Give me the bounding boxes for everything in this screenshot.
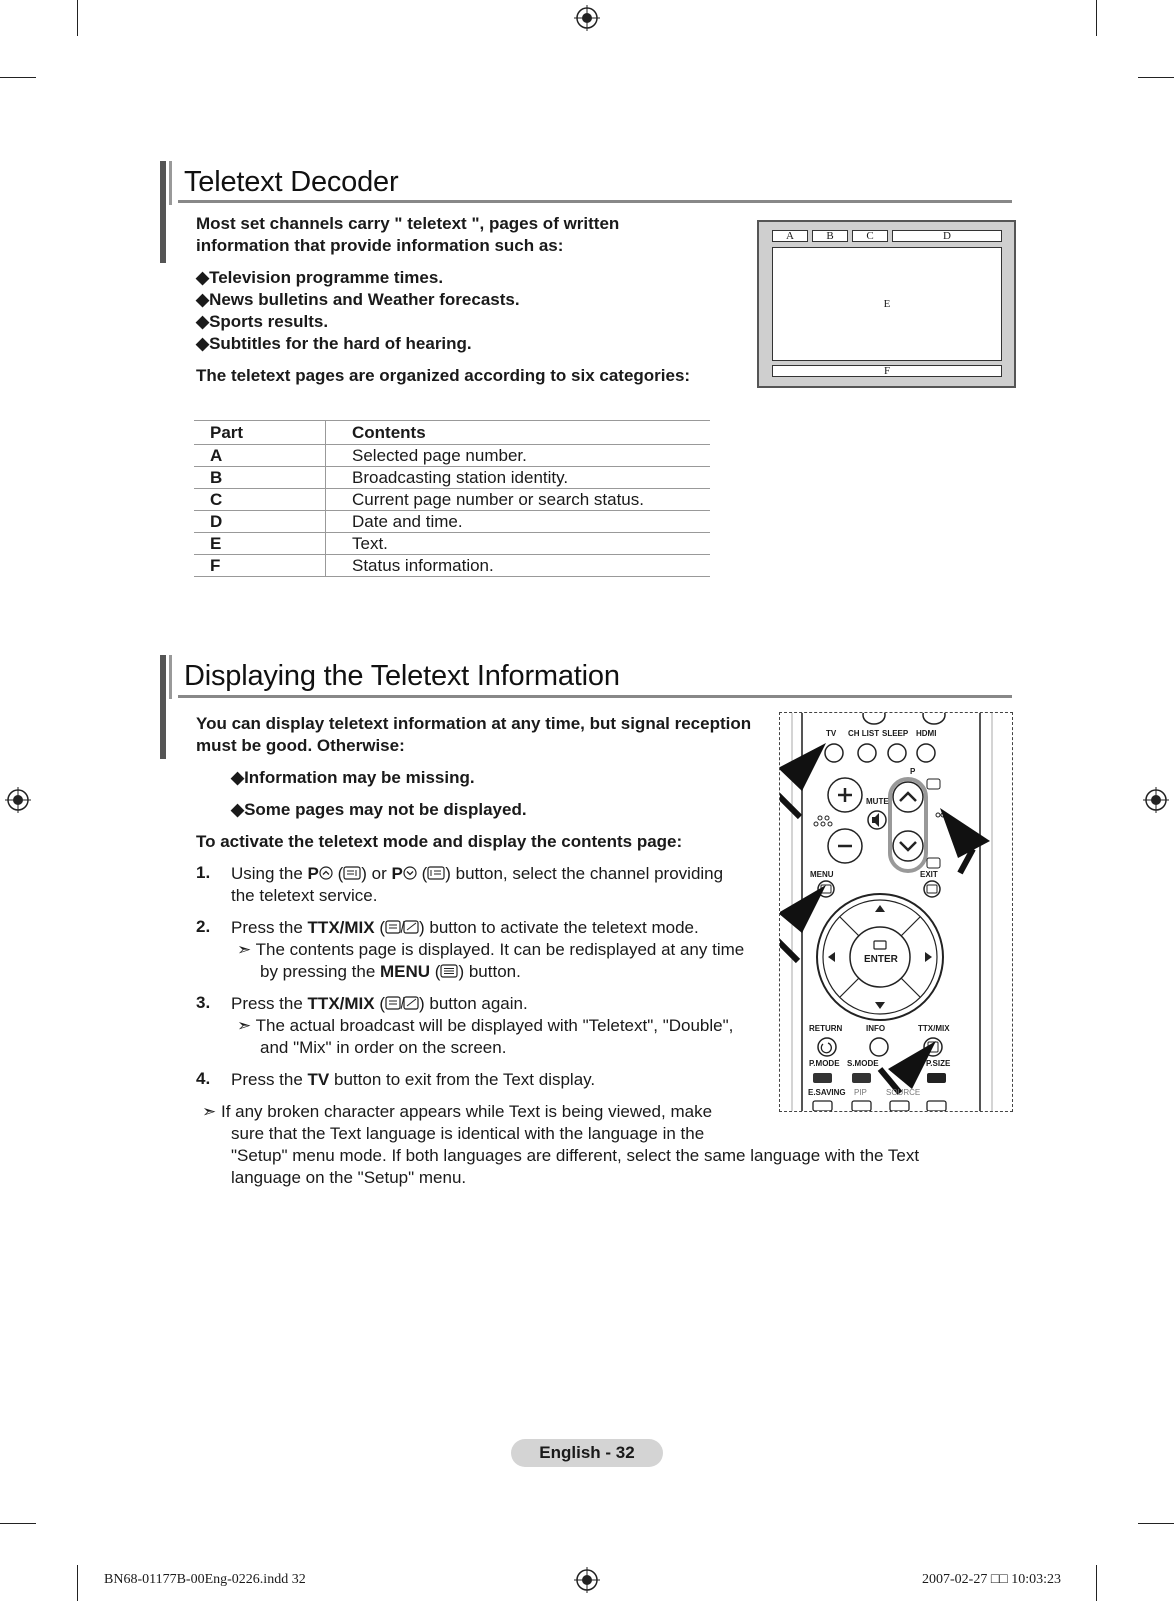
diagram-label-d: D [892, 230, 1002, 242]
diagram-label-f: F [772, 365, 1002, 377]
remote-label-tv: TV [826, 729, 837, 738]
table-cell-contents: Date and time. [326, 511, 711, 533]
section-rule [178, 200, 1012, 203]
step-note: ➣ The contents page is displayed. It can be redisplayed at any time [237, 940, 745, 959]
teletext-menu-icon [440, 964, 458, 978]
teletext-page-up-icon [343, 866, 361, 880]
categories-text: The teletext pages are organized according to six categories: [196, 366, 691, 385]
table-cell-contents: Text. [326, 533, 711, 555]
intro-text: must be good. Otherwise: [196, 736, 405, 755]
step-note: ➣ The actual broadcast will be displayed with "Teletext", "Double", [237, 1016, 734, 1035]
bullet-item: ◆Television programme times. [196, 268, 444, 287]
section-bar [160, 161, 166, 263]
step-text: Press the [231, 994, 308, 1013]
step-4-text [231, 1069, 595, 1091]
crop-mark [1096, 1565, 1097, 1601]
crop-mark [0, 77, 36, 78]
crop-mark [1096, 0, 1097, 36]
table-cell-contents: Broadcasting station identity. [326, 467, 711, 489]
section-bar [160, 655, 166, 759]
table-row [194, 555, 710, 577]
section-title-displaying-teletext: Displaying the Teletext Information [184, 660, 620, 692]
step-text: the teletext service. [231, 886, 378, 905]
table-cell-contents: Selected page number. [326, 445, 711, 467]
step-1-text [231, 863, 723, 885]
step-text: Press the [231, 918, 308, 937]
registration-mark-icon [574, 5, 600, 31]
ttx-mix-icon [385, 920, 419, 934]
ttx-mix-label: TTX/MIX [307, 918, 375, 937]
remote-label-p-size: P.SIZE [926, 1059, 951, 1068]
diagram-label-e: E [772, 247, 1002, 361]
table-cell-part: D [194, 511, 326, 533]
intro-text: You can display teletext information at any time, but signal reception [196, 714, 752, 733]
p-label: P [307, 864, 319, 883]
table-cell-part: A [194, 445, 326, 467]
note-text: language on the "Setup" menu. [231, 1168, 467, 1187]
menu-label: MENU [380, 962, 431, 981]
registration-mark-icon [1143, 787, 1169, 813]
step-number: 4. [196, 1069, 211, 1088]
table-row [194, 489, 710, 511]
registration-mark-icon [5, 787, 31, 813]
table-row [194, 511, 710, 533]
bullet-item: ◆Sports results. [196, 312, 329, 331]
intro-text: information that provide information such as: [196, 236, 564, 255]
remote-label-hdmi: HDMI [916, 729, 937, 738]
step-text: ( [374, 994, 385, 1013]
diagram-label-b: B [812, 230, 848, 242]
activate-text: To activate the teletext mode and display the contents page: [196, 832, 683, 851]
chevron-down-circle-icon [403, 866, 417, 880]
step-text: ) button to activate the teletext mode. [419, 918, 699, 937]
remote-label-p-mode: P.MODE [809, 1059, 840, 1068]
note-text: sure that the Text language is identical with the language in the [231, 1124, 705, 1143]
bullet-item: ◆Some pages may not be displayed. [231, 800, 527, 819]
diagram-label-a: A [772, 230, 808, 242]
step-text: Press the [231, 1070, 308, 1089]
step-note [260, 961, 521, 983]
p-label: P [391, 864, 403, 883]
remote-label-return: RETURN [809, 1024, 843, 1033]
step-note: and "Mix" in order on the screen. [260, 1038, 507, 1057]
ttx-mix-label: TTX/MIX [307, 994, 375, 1013]
section-bar [169, 655, 172, 699]
table-row [194, 533, 710, 555]
tv-label: TV [307, 1070, 330, 1089]
table-cell-part: F [194, 555, 326, 577]
remote-label-enter: ENTER [864, 954, 898, 965]
note-text: "Setup" menu mode. If both languages are different, select the same language with the Text [231, 1146, 920, 1165]
remote-label-s-mode: S.MODE [847, 1059, 879, 1068]
remote-label-pip: PIP [854, 1088, 867, 1097]
remote-label-source: SOURCE [886, 1088, 921, 1097]
page-number-badge: English - 32 [511, 1439, 663, 1467]
intro-text: Most set channels carry " teletext ", pages of written [196, 214, 620, 233]
remote-label-p: P [910, 767, 916, 776]
remote-control-illustration [779, 712, 1013, 1112]
registration-mark-icon [574, 1567, 600, 1593]
table-header-row [194, 421, 710, 445]
step-text: button to exit from the Text display. [329, 1070, 596, 1089]
section-title-teletext-decoder: Teletext Decoder [184, 166, 399, 198]
bullet-item: ◆News bulletins and Weather forecasts. [196, 290, 520, 309]
step-number: 2. [196, 917, 211, 936]
chevron-up-circle-icon [319, 866, 333, 880]
teletext-parts-table [194, 420, 710, 577]
step-text: ( [430, 962, 441, 981]
remote-label-sleep: SLEEP [882, 729, 909, 738]
table-cell-contents: Current page number or search status. [326, 489, 711, 511]
step-text: ( [374, 918, 385, 937]
crop-mark [77, 1565, 78, 1601]
table-header-contents: Contents [326, 421, 711, 445]
ttx-mix-icon [385, 996, 419, 1010]
remote-label-menu: MENU [810, 870, 834, 879]
section-bar [169, 161, 172, 205]
step-text: Using the [231, 864, 308, 883]
remote-control-body [780, 713, 1012, 1111]
note-text: ➣ If any broken character appears while Text is being viewed, make [202, 1102, 713, 1121]
bullet-item: ◆Subtitles for the hard of hearing. [196, 334, 472, 353]
table-cell-part: C [194, 489, 326, 511]
step-text: ) button, select the channel providing [445, 864, 724, 883]
diagram-label-c: C [852, 230, 888, 242]
crop-mark [0, 1523, 36, 1524]
remote-label-mute: MUTE [866, 797, 889, 806]
print-slug-right: 2007-02-27 □□ 10:03:23 [922, 1572, 1062, 1587]
step-number: 3. [196, 993, 211, 1012]
table-cell-part: E [194, 533, 326, 555]
remote-label-info: INFO [866, 1024, 886, 1033]
teletext-page-down-icon [427, 866, 445, 880]
step-text: ) button. [458, 962, 521, 981]
step-text: ( [416, 864, 428, 883]
remote-label-e-saving: E.SAVING [808, 1088, 846, 1097]
step-number: 1. [196, 863, 211, 882]
bullet-item: ◆Information may be missing. [231, 768, 475, 787]
section-rule [178, 695, 1012, 698]
table-row [194, 467, 710, 489]
step-2-text [231, 917, 699, 939]
step-text: ) or [361, 864, 392, 883]
teletext-screen-diagram [757, 220, 1016, 388]
step-text: by pressing the [260, 962, 381, 981]
step-text: ) button again. [419, 994, 528, 1013]
remote-label-ch-list: CH LIST [848, 729, 880, 738]
print-slug-left: BN68-01177B-00Eng-0226.indd 32 [104, 1572, 306, 1587]
table-header-part: Part [194, 421, 326, 445]
remote-label-ttx-mix: TTX/MIX [918, 1024, 950, 1033]
crop-mark [1138, 1523, 1174, 1524]
table-row [194, 445, 710, 467]
table-cell-contents: Status information. [326, 555, 711, 577]
step-text: ( [332, 864, 344, 883]
remote-label-exit: EXIT [920, 870, 938, 879]
step-3-text [231, 993, 528, 1015]
crop-mark [77, 0, 78, 36]
table-cell-part: B [194, 467, 326, 489]
crop-mark [1138, 77, 1174, 78]
